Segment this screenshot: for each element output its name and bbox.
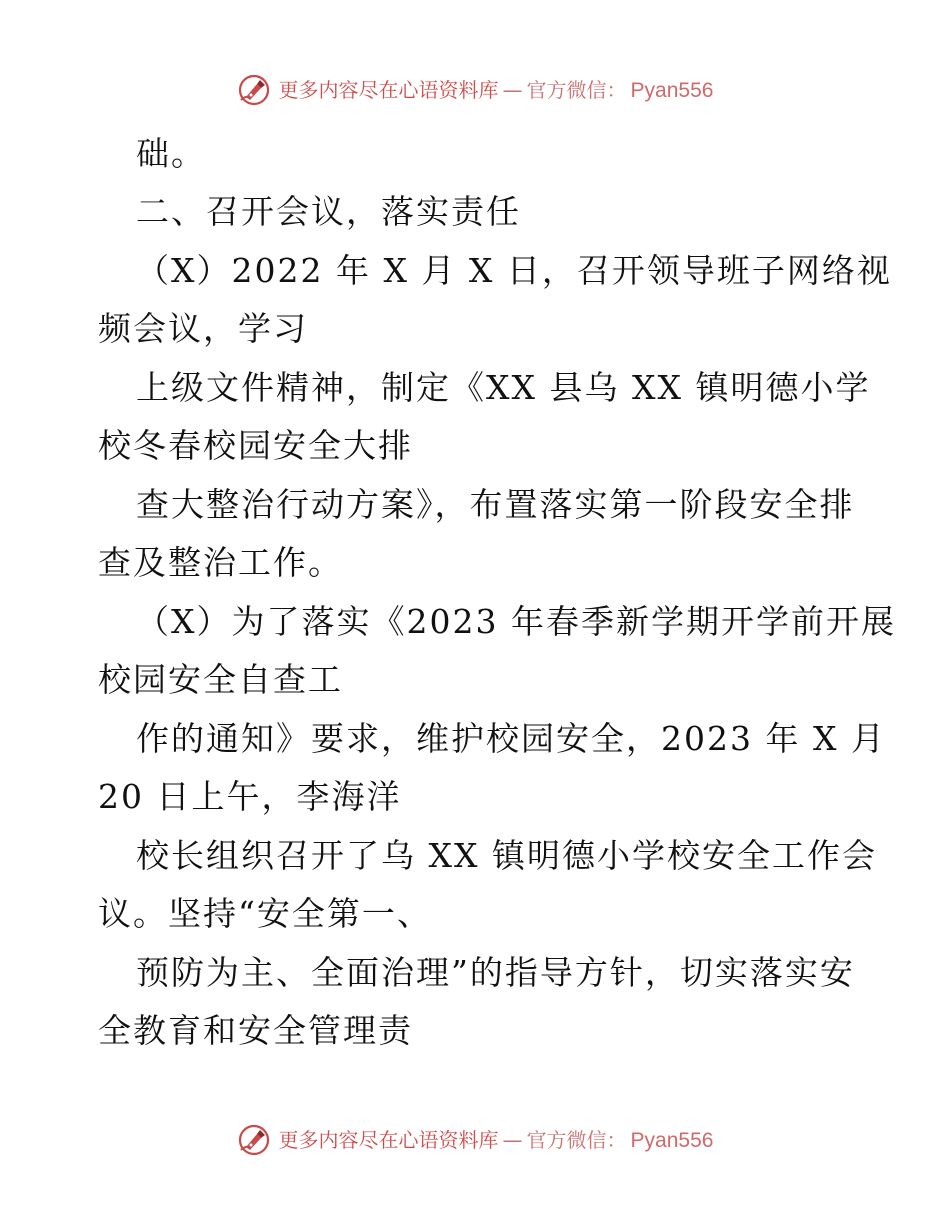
header-colon: ： <box>606 78 627 102</box>
footer-site-text: 更多内容尽在心语资料库 <box>278 1128 499 1152</box>
page-header <box>0 70 950 110</box>
text-line: 频会议，学习 <box>98 309 308 349</box>
header-wechat-label: 官方微信 <box>526 78 607 102</box>
pen-nib-logo-icon <box>237 1123 271 1157</box>
text-line: 查大整治行动方案》，布置落实第一阶段安全排 <box>136 484 855 524</box>
page-footer <box>0 1120 950 1160</box>
footer-wechat-label: 官方微信 <box>526 1128 607 1152</box>
header-wechat-id: Pyan556 <box>630 78 714 102</box>
text-line: 预防为主、全面治理”的指导方针，切实落实安 <box>136 952 855 992</box>
footer-wechat-id: Pyan556 <box>630 1128 714 1152</box>
text-line: 础。 <box>136 133 206 173</box>
text-line: 上级文件精神，制定《XX 县乌 XX 镇明德小学 <box>136 367 871 407</box>
header-text <box>279 80 714 101</box>
footer-text <box>279 1130 714 1151</box>
text-line: （X）为了落实《2023 年春季新学期开学前开展 <box>136 601 896 641</box>
text-line: 全教育和安全管理责 <box>98 1011 413 1051</box>
text-line: 校长组织召开了乌 XX 镇明德小学校安全工作会 <box>136 835 877 875</box>
text-line: 查及整治工作。 <box>98 543 343 583</box>
text-line: 20 日上午，李海洋 <box>98 777 402 817</box>
footer-colon: ： <box>606 1128 627 1152</box>
footer-separator: — <box>502 1128 523 1152</box>
text-line: 作的通知》要求，维护校园安全，2023 年 X 月 <box>136 718 886 758</box>
header-site-text: 更多内容尽在心语资料库 <box>278 78 499 102</box>
text-line: （X）2022 年 X 月 X 日，召开领导班子网络视 <box>136 250 892 290</box>
text-line: 校冬春校园安全大排 <box>98 426 413 466</box>
document-body <box>98 122 896 1058</box>
header-separator: — <box>502 78 523 102</box>
text-line: 校园安全自查工 <box>98 660 343 700</box>
pen-nib-logo-icon <box>237 73 271 107</box>
section-heading: 二、召开会议，落实责任 <box>136 192 521 232</box>
text-line: 议。坚持“安全第一、 <box>98 894 432 934</box>
